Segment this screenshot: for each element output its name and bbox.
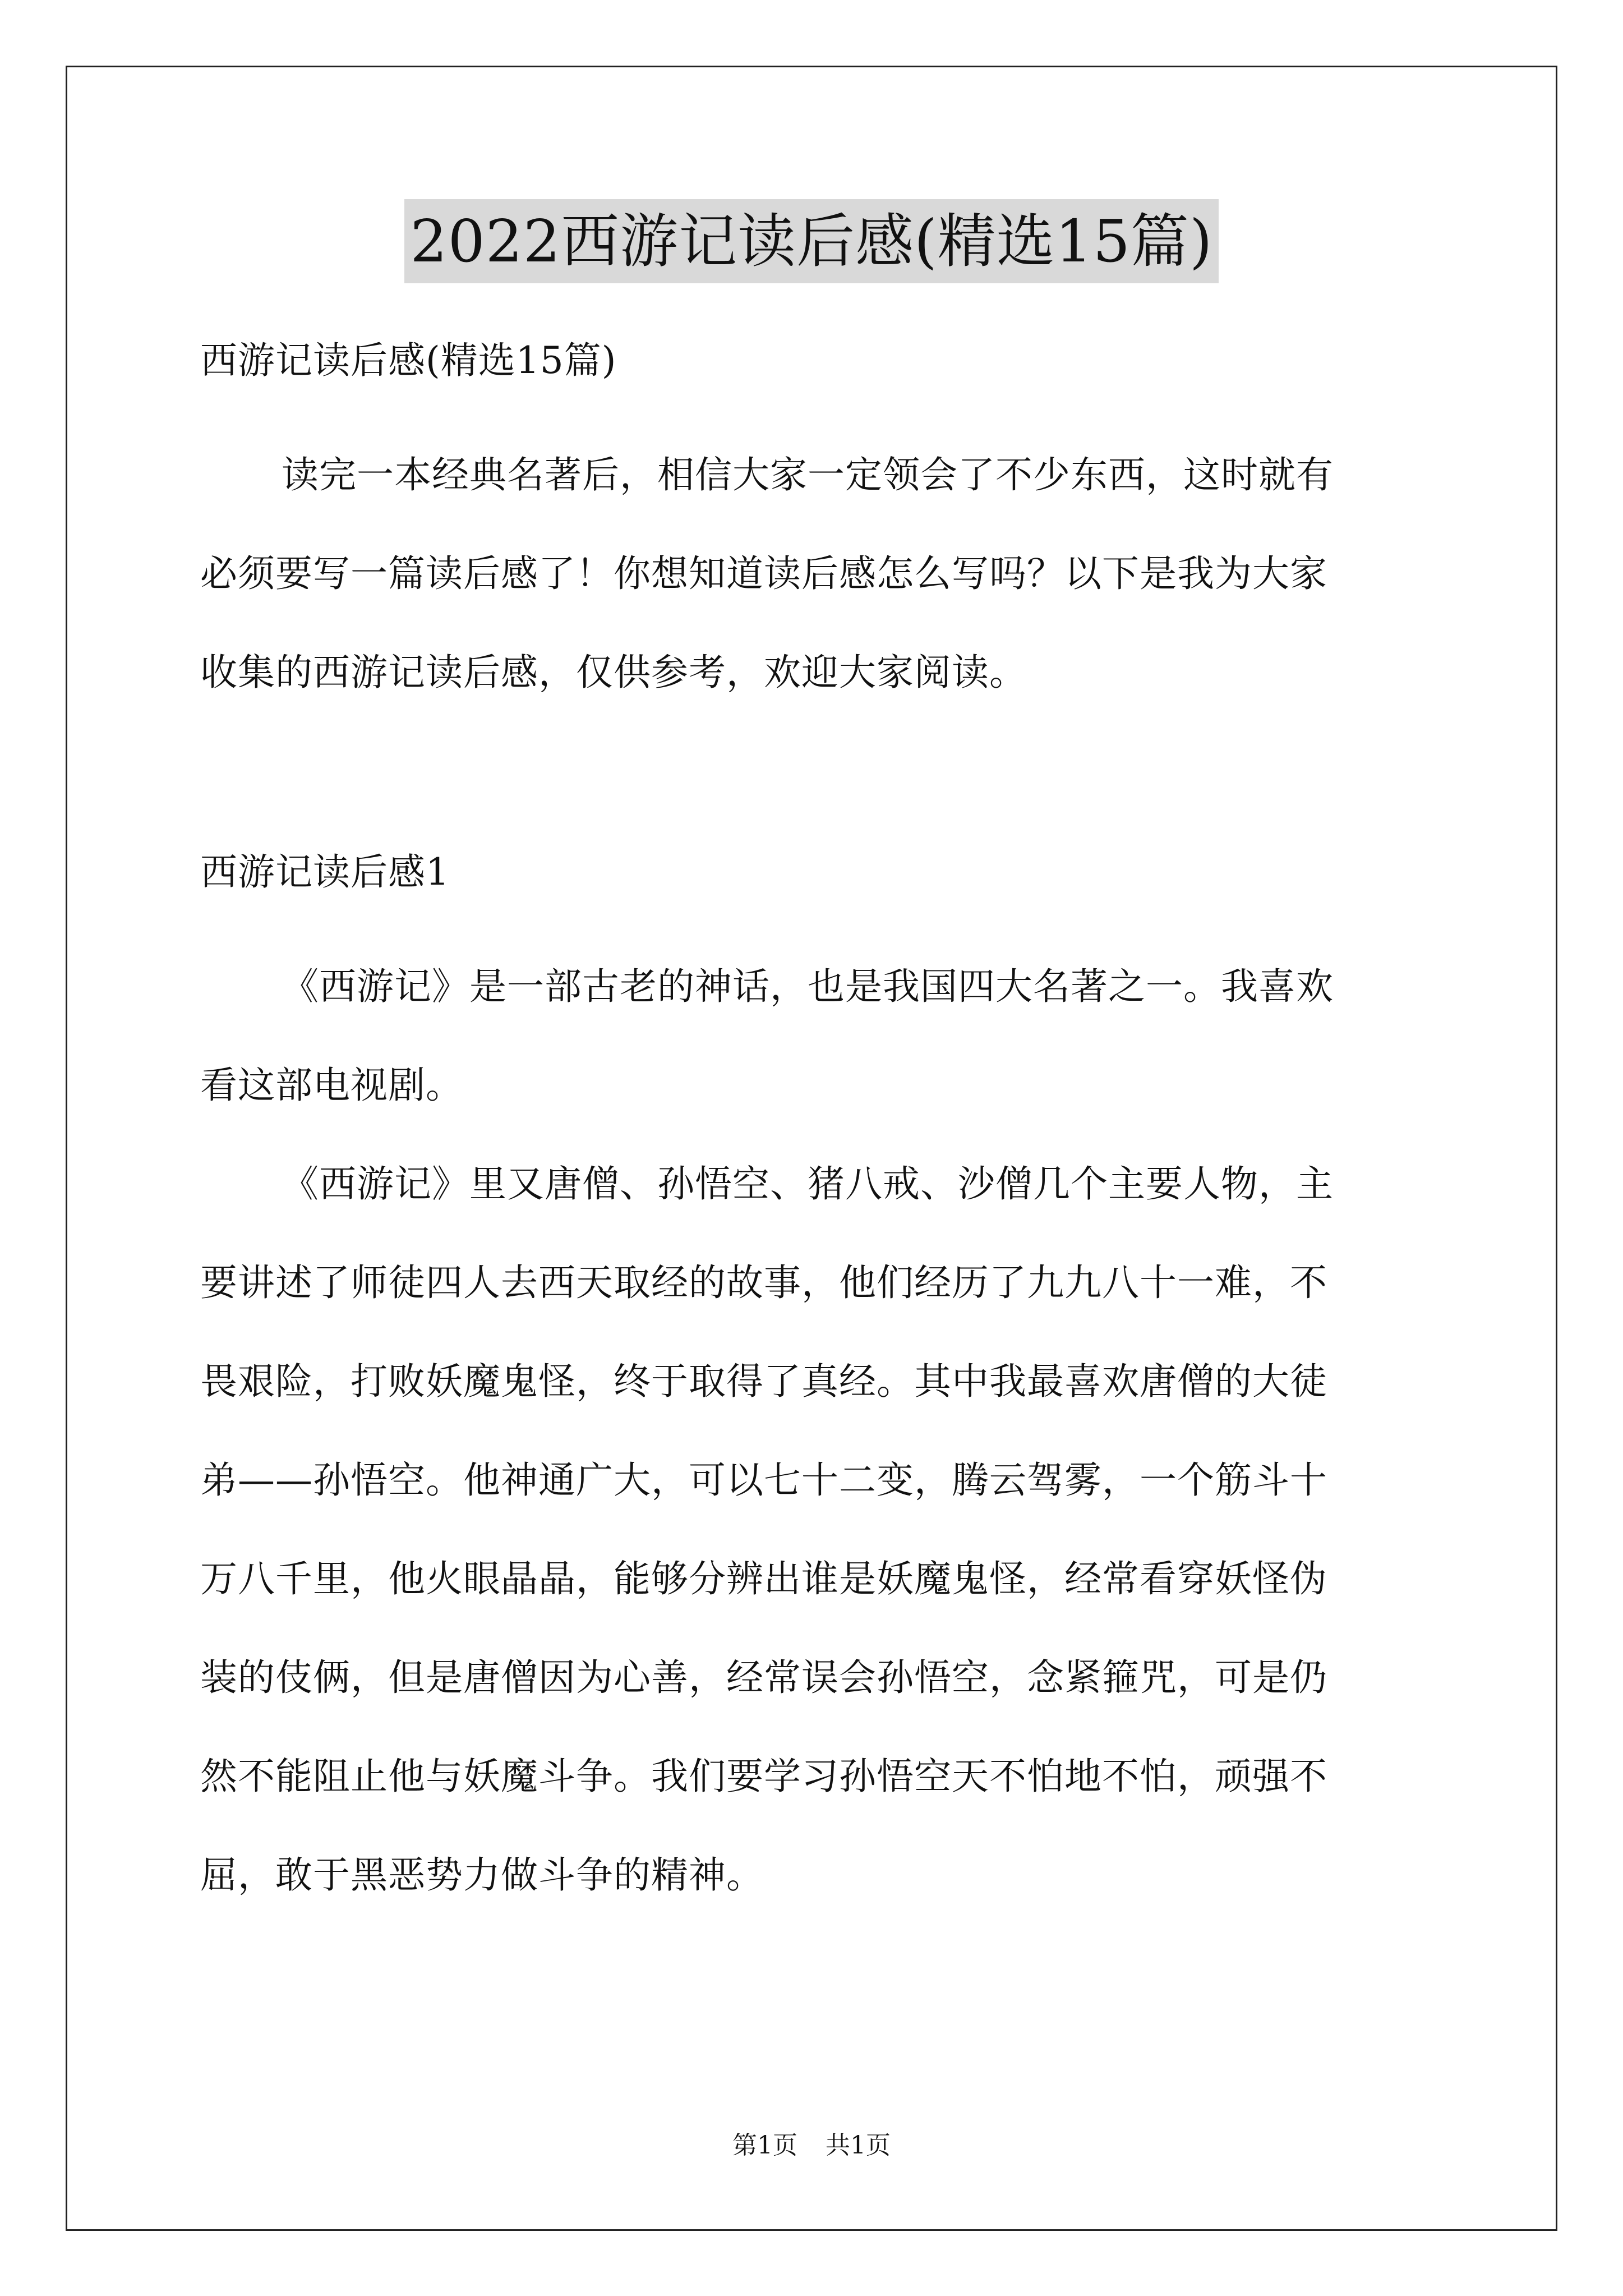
page-number-current: 第1页 bbox=[732, 2131, 797, 2160]
paragraph-line: 畏艰险，打败妖魔鬼怪，终于取得了真经。其中我最喜欢唐僧的大徒 bbox=[200, 1360, 1327, 1403]
title-container bbox=[0, 199, 1623, 283]
document-title: 2022西游记读后感(精选15篇) bbox=[404, 199, 1218, 283]
document-body bbox=[200, 311, 1434, 1925]
paragraph-1 bbox=[200, 937, 1434, 1135]
paragraph-line: 屈，敢于黑恶势力做斗争的精神。 bbox=[200, 1853, 764, 1897]
paragraph-line: 看这部电视剧。 bbox=[200, 1064, 463, 1107]
document-subtitle: 西游记读后感(精选15篇) bbox=[200, 339, 617, 382]
intro-line: 收集的西游记读后感，仅供参考，欢迎大家阅读。 bbox=[200, 651, 1027, 694]
intro-paragraph bbox=[200, 426, 1434, 722]
paragraph-line: 然不能阻止他与妖魔斗争。我们要学习孙悟空天不怕地不怕，顽强不 bbox=[200, 1755, 1327, 1798]
paragraph-line: 《西游记》里又唐僧、孙悟空、猪八戒、沙僧几个主要人物，主 bbox=[282, 1162, 1334, 1205]
page-number-total: 共1页 bbox=[826, 2131, 891, 2160]
paragraph-line: 装的伎俩，但是唐僧因为心善，经常误会孙悟空，念紧箍咒，可是仍 bbox=[200, 1656, 1327, 1699]
intro-line: 必须要写一篇读后感了！你想知道读后感怎么写吗？以下是我为大家 bbox=[200, 552, 1327, 595]
paragraph-line: 万八千里，他火眼晶晶，能够分辨出谁是妖魔鬼怪，经常看穿妖怪伪 bbox=[200, 1557, 1327, 1600]
intro-line: 读完一本经典名著后，相信大家一定领会了不少东西，这时就有 bbox=[282, 453, 1334, 496]
page-footer bbox=[0, 2129, 1623, 2162]
paragraph-2 bbox=[200, 1135, 1434, 1925]
section-heading: 西游记读后感1 bbox=[200, 850, 450, 894]
paragraph-line: 要讲述了师徒四人去西天取经的故事，他们经历了九九八十一难，不 bbox=[200, 1261, 1327, 1304]
paragraph-line: 弟——孙悟空。他神通广大，可以七十二变，腾云驾雾，一个筋斗十 bbox=[200, 1458, 1327, 1502]
paragraph-line: 《西游记》是一部古老的神话，也是我国四大名著之一。我喜欢 bbox=[282, 965, 1334, 1008]
